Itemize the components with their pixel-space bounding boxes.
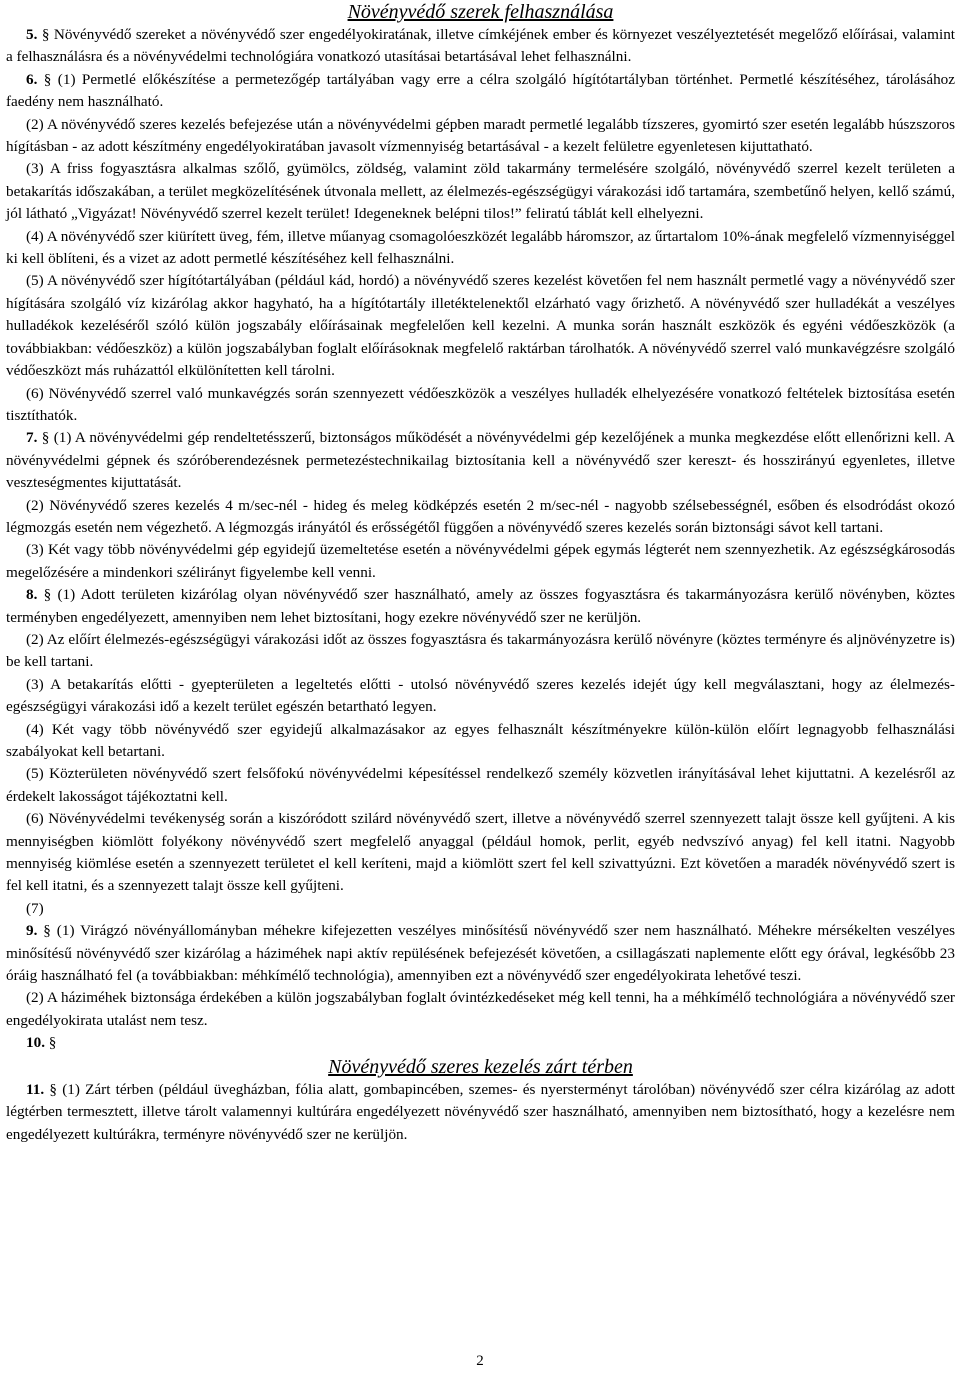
paragraph bbox=[6, 495, 955, 540]
paragraph-number: 7. bbox=[26, 429, 42, 447]
page-number: 2 bbox=[476, 1353, 484, 1369]
section-sign-icon: § bbox=[49, 1080, 63, 1098]
paragraph bbox=[6, 226, 955, 271]
paragraph-number: 8. bbox=[26, 586, 44, 604]
paragraph-text: (3) A betakarítás előtti - gyepterületen a legeltetés előtti - utolsó növényvédő szeres kezelés idejét úgy kell megválasztani, hogy az élelmezés-egészségügyi várakozási idő a kezelt terület egészén betartható legyen. bbox=[6, 675, 955, 716]
paragraph bbox=[6, 158, 955, 225]
paragraph-text: (5) Közterületen növényvédő szert felsőfokú növényvédelmi képesítéssel rendelkező személy közvetlen irányításával lehet kijuttatni. A kezelésről az érdekelt lakosságot tájékoztatni kell. bbox=[6, 765, 955, 805]
paragraph-number: 6. bbox=[26, 70, 44, 88]
paragraph-number: 5. bbox=[26, 26, 42, 43]
paragraph-text: (2) Növényvédő szeres kezelés 4 m/sec-nél - hideg és meleg ködképzés esetén 2 m/sec-nél - nagyobb szélsebességnél, esőben és elsodródást okozó légmozgás esetén nem végezhető. A légmozgás irányától és erősségétől függően a növényvédő szeres kezelés során biztonsági sávot kell tartani. bbox=[6, 496, 955, 536]
paragraph bbox=[6, 427, 955, 494]
document-body bbox=[6, 0, 955, 1146]
section-title: Növényvédő szerek felhasználása bbox=[347, 1, 614, 23]
paragraph bbox=[6, 270, 955, 382]
section-sign-icon: § bbox=[41, 26, 54, 43]
section-sign-icon: § bbox=[43, 70, 58, 88]
paragraph-text: (2) A háziméhek biztonsága érdekében a külön jogszabályban foglalt óvintézkedéseket még kell tenni, ha a méhkímélő technológiára a növényvédő szer engedélyokirata utalást nem tesz. bbox=[6, 989, 955, 1029]
section-title: Növényvédő szeres kezelés zárt térben bbox=[328, 1055, 633, 1078]
paragraph bbox=[6, 383, 955, 428]
paragraph bbox=[6, 629, 955, 674]
paragraph-text: (1) Virágzó növényállományban méhekre kifejezetten veszélyes minősítésű növényvédő szer nem használható. Méhekre mérsékelten veszélyes minősítésű növényvédő szer kizárólag a háziméhek napi aktív repülésének befejezését követően, a csillagászati naplemente előtt egy órával, legkésőbb 23 óráig használható fel (a továbbiakban: méhkímélő technológia), amennyiben ezt a növényvédő szer engedélyokirata lehetővé teszi. bbox=[6, 922, 956, 985]
paragraph bbox=[6, 719, 955, 764]
paragraph bbox=[6, 987, 955, 1032]
paragraph-text: (6) Növényvédő szerrel való munkavégzés során szennyezett védőeszközök a veszélyes hulladék elhelyezésére vonatkozó feltételek biztosítása esetén tisztíthatók. bbox=[6, 384, 955, 424]
paragraph bbox=[6, 763, 955, 808]
section-sign-icon: § bbox=[43, 922, 57, 940]
paragraph-text: (1) Adott területen kizárólag olyan növényvédő szer használható, amely az összes fogyasztásra és takarmányozásra kerülő növényben, köztes terményben engedélyezett, amennyiben nem lehet biztosítani, hogy ezekre növényvédő szer ne kerüljön. bbox=[6, 586, 955, 626]
paragraph bbox=[6, 69, 955, 114]
paragraph-text: Növényvédő szereket a növényvédő szer engedélyokiratának, illetve címkéjének ember és környezet veszélyeztetését megelőző előírásai, valamint a felhasználásra és a növényvédelmi technológiára vonatkozó utasításai betartásával lehet felhasználni. bbox=[6, 26, 956, 66]
paragraph-text: (5) A növényvédő szer hígítótartályában (például kád, hordó) a növényvédő szeres kezelést követően fel nem használt permetlé vagy a növényvédő szer hígítására szolgáló víz kizárólag akkor hagyható, ha a hígítótartály illetéktelenektől elzárható vagy őrizhető. A növényvédő szer hulladékát a veszélyes hulladékok kezeléséről szóló külön jogszabály előírásainak megfelelően kell kezelni. A munka során használt eszközök és egyéni védőeszközök (a továbbiakban: védőeszköz) a külön jogszabályban foglalt előírásoknak megfelelő raktárban tárolhatók. A növényvédő szerrel való munkavégzésre szolgáló védőeszközt más ruházattól elkülönítetten kell tárolni. bbox=[6, 272, 955, 380]
section-sign-icon: § bbox=[43, 586, 58, 604]
paragraph-number: 11. bbox=[26, 1080, 50, 1098]
paragraph bbox=[6, 114, 955, 159]
paragraph-number: 10. bbox=[26, 1034, 49, 1052]
paragraph-text: (3) Két vagy több növényvédelmi gép egyidejű üzemeltetése esetén a növényvédelmi gépek egymás légterét nem szennyezhetik. Az egészségkárosodás megelőzésére a mindenkori szélirányt figyelembe kell venni. bbox=[6, 541, 955, 581]
paragraph-number: 9. bbox=[26, 922, 44, 940]
paragraph-text: (3) A friss fogyasztásra alkalmas szőlő, gyümölcs, zöldség, valamint zöld takarmány termelésére szolgáló, növényvédő szerrel kezelt területen a betakarítás időszakában, a terület megközelítésének útvonala mellett, az élelmezés-egészségügyi várakozási idő tartamára, szembetűnő helyen, kellő számú, jól látható „Vigyázat! Növényvédő szerrel kezelt terület! Idegeneknek belépni tilos!” feliratú táblát kell elhelyezni. bbox=[6, 160, 955, 223]
paragraph-text: (1) Zárt térben (például üvegházban, fólia alatt, gombapincében, szemes- és nyersterményt tárolóban) növényvédő szer célra kizárólag az adott légtérben termesztett, illetve tárolt valamennyi kultúrára engedélyezett növényvédő szer használható, amennyiben nem biztosítható, hogy a kezelésre nem engedélyezett kultúrákra, terményre növényvédő szer ne kerüljön. bbox=[6, 1080, 956, 1143]
section-sign-icon: § bbox=[41, 429, 54, 447]
paragraph bbox=[6, 674, 955, 719]
section-sign-icon: § bbox=[48, 1034, 57, 1052]
paragraph-text: (4) A növényvédő szer kiürített üveg, fém, illetve műanyag csomagolóeszközét legalább háromszor, az űrtartalom 10%-ának megfelelő vízmennyiséggel ki kell öblíteni, és a vizet az adott permetlé készítéséhez kell felhasználni. bbox=[6, 227, 955, 268]
paragraph-text: (2) A növényvédő szeres kezelés befejezése után a növényvédelmi gépben maradt permetlé legalább tízszeres, gyomirtó szer esetén legalább húszszoros hígításban - az adott készítmény engedélyokiratában javasolt vízmennyiség betartásával - a kezelt felületre egyenletesen kijuttatható. bbox=[6, 115, 955, 156]
paragraph bbox=[6, 1032, 955, 1054]
paragraph bbox=[6, 808, 955, 898]
paragraph-text: (4) Két vagy több növényvédő szer egyidejű alkalmazásakor az egyes felhasznált készítményekre külön-külön előírt legnagyobb felhasználási szabályokat kell betartani. bbox=[6, 720, 955, 760]
paragraph bbox=[6, 920, 955, 987]
paragraph bbox=[6, 898, 955, 920]
paragraph-text: (1) Permetlé előkészítése a permetezőgép tartályában vagy erre a célra szolgáló hígítótartályban történhet. Permetlé készítéséhez, tárolásához faedény nem használható. bbox=[6, 70, 955, 111]
paragraph bbox=[6, 584, 955, 629]
paragraph bbox=[6, 24, 955, 69]
paragraph-text: (7) bbox=[26, 899, 44, 917]
paragraph bbox=[6, 539, 955, 584]
paragraph bbox=[6, 1079, 955, 1146]
paragraph-text: (2) Az előírt élelmezés-egészségügyi várakozási időt az összes fogyasztásra és takarmányozásra kerülő növényre (köztes terményre és aljnövényzetre is) be kell tartani. bbox=[6, 630, 955, 671]
paragraph-text: (1) A növényvédelmi gép rendeltetésszerű, biztonságos működését a növényvédelmi gép kezelőjének a munka megkezdése előtt ellenőrizni kell. A növényvédelmi gépnek és szóróberendezésnek permetezéstechnikailag biztosítania kell a növényvédő szer kereszt- és hosszirányú egyenletes, illetve veszteségmentes kijuttatását. bbox=[6, 429, 956, 492]
paragraph-text: (6) Növényvédelmi tevékenység során a kiszóródott szilárd növényvédő szert, illetve a növényvédő szerrel szennyezett talajt össze kell gyűjteni. A kis mennyiségben kiömlött folyékony növényvédő szert megfelelő anyaggal (például homok, perlit, egyéb nedvszívó anyag) fel kell itatni. Nagyobb mennyiség kiömlése esetén a szennyezett területet el kell keríteni, majd a kiömlött szert fel kell szivattyúzni. Ezt követően a maradék növényvédő szert is fel kell itatni, és a szennyezett talajt össze kell gyűjteni. bbox=[6, 810, 955, 895]
